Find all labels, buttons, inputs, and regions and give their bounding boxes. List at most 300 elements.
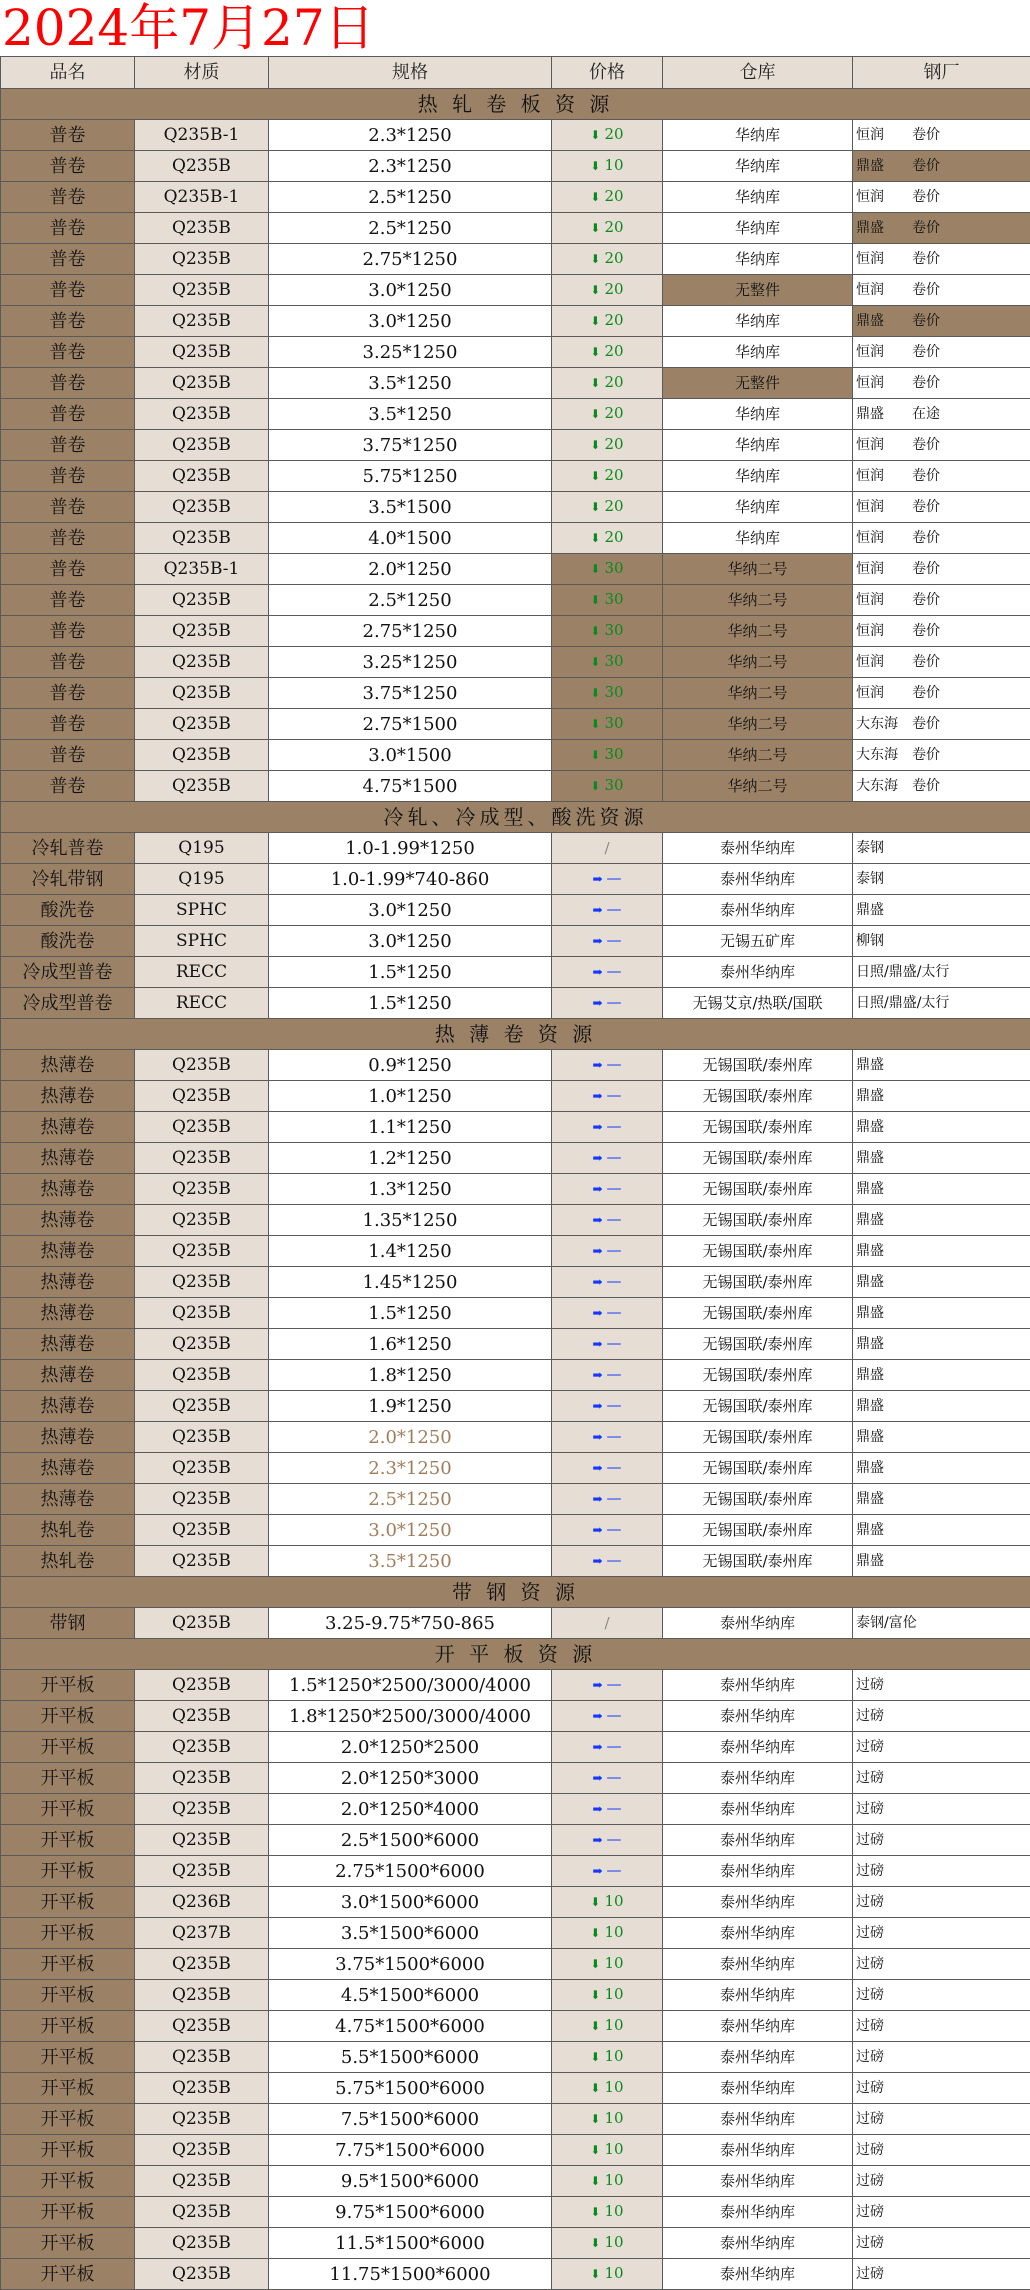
- price-cell: [552, 1732, 663, 1763]
- warehouse-cell: 无锡国联/泰州库: [663, 1081, 853, 1112]
- price-cell: [552, 120, 663, 151]
- warehouse-cell: 无锡国联/泰州库: [663, 1546, 853, 1577]
- arrow-down-icon: ⬇: [590, 469, 601, 483]
- material-cell: SPHC: [135, 926, 269, 957]
- spec-cell: 3.5*1250: [269, 399, 552, 430]
- warehouse-cell: 泰州华纳库: [663, 2259, 853, 2290]
- warehouse-cell: 华纳二号: [663, 585, 853, 616]
- arrow-right-icon: ➡: [592, 1430, 603, 1444]
- warehouse-cell: 泰州华纳库: [663, 1980, 853, 2011]
- price-value: 30: [604, 776, 624, 794]
- price-value: —: [606, 1861, 622, 1879]
- arrow-down-icon: ⬇: [590, 2112, 601, 2126]
- price-value: 10: [604, 1892, 624, 1910]
- product-name-cell: 普卷: [1, 585, 135, 616]
- product-name-cell: 冷轧普卷: [1, 833, 135, 864]
- table-row: [1, 1670, 1030, 1701]
- arrow-down-icon: ⬇: [590, 159, 601, 173]
- arrow-down-icon: ⬇: [590, 252, 601, 266]
- spec-cell: 4.75*1500: [269, 771, 552, 802]
- spec-cell: 2.0*1250*4000: [269, 1794, 552, 1825]
- price-cell: [552, 833, 663, 864]
- product-name-cell: 开平板: [1, 2197, 135, 2228]
- warehouse-cell: 泰州华纳库: [663, 1825, 853, 1856]
- table-row: [1, 833, 1030, 864]
- product-name-cell: 冷轧带钢: [1, 864, 135, 895]
- table-row: [1, 1112, 1030, 1143]
- table-row: [1, 709, 1030, 740]
- price-value: —: [606, 1458, 622, 1476]
- table-row: [1, 771, 1030, 802]
- table-row: [1, 2104, 1030, 2135]
- section-header-row: [1, 1019, 1030, 1050]
- mill-cell: 恒润 卷价: [853, 182, 1030, 213]
- product-name-cell: 热轧卷: [1, 1546, 135, 1577]
- spec-cell: 3.25*1250: [269, 647, 552, 678]
- header-cell-warehouse: 仓库: [663, 57, 853, 89]
- warehouse-cell: 华纳二号: [663, 678, 853, 709]
- spec-cell: 5.5*1500*6000: [269, 2042, 552, 2073]
- warehouse-cell: 无整件: [663, 275, 853, 306]
- price-value: —: [606, 1799, 622, 1817]
- price-value: —: [606, 1551, 622, 1569]
- header-cell-mill: 钢厂: [853, 57, 1030, 89]
- table-row: [1, 306, 1030, 337]
- price-value: 30: [604, 621, 624, 639]
- section-title: 热 薄 卷 资 源: [1, 1019, 1030, 1050]
- warehouse-cell: 无锡国联/泰州库: [663, 1391, 853, 1422]
- price-value: —: [606, 1179, 622, 1197]
- product-name-cell: 普卷: [1, 182, 135, 213]
- material-cell: Q235B-1: [135, 554, 269, 585]
- mill-cell: 恒润 卷价: [853, 275, 1030, 306]
- warehouse-cell: 泰州华纳库: [663, 864, 853, 895]
- product-name-cell: 热薄卷: [1, 1422, 135, 1453]
- warehouse-cell: 泰州华纳库: [663, 2135, 853, 2166]
- arrow-down-icon: ⬇: [590, 283, 601, 297]
- material-cell: Q235B: [135, 1112, 269, 1143]
- header-cell-spec: 规格: [269, 57, 552, 89]
- table-row: [1, 1329, 1030, 1360]
- material-cell: Q235B: [135, 1515, 269, 1546]
- table-row: [1, 1422, 1030, 1453]
- spec-cell: 4.75*1500*6000: [269, 2011, 552, 2042]
- material-cell: Q235B: [135, 2228, 269, 2259]
- spec-cell: 2.75*1500*6000: [269, 1856, 552, 1887]
- price-value: —: [606, 1520, 622, 1538]
- price-cell: [552, 1174, 663, 1205]
- arrow-right-icon: ➡: [592, 1678, 603, 1692]
- product-name-cell: 酸洗卷: [1, 926, 135, 957]
- price-value: 20: [604, 218, 624, 236]
- product-name-cell: 普卷: [1, 554, 135, 585]
- arrow-down-icon: ⬇: [590, 407, 601, 421]
- mill-cell: 过磅: [853, 2259, 1030, 2290]
- price-value: 10: [604, 2171, 624, 2189]
- section-header-row: [1, 1577, 1030, 1608]
- product-name-cell: 普卷: [1, 151, 135, 182]
- mill-cell: 过磅: [853, 1887, 1030, 1918]
- price-cell: [552, 1236, 663, 1267]
- warehouse-cell: 无锡国联/泰州库: [663, 1050, 853, 1081]
- spec-cell: 2.75*1500: [269, 709, 552, 740]
- price-cell: [552, 2228, 663, 2259]
- table-row: [1, 1701, 1030, 1732]
- product-name-cell: 开平板: [1, 1701, 135, 1732]
- warehouse-cell: 泰州华纳库: [663, 2011, 853, 2042]
- mill-cell: 鼎盛: [853, 1515, 1030, 1546]
- arrow-down-icon: ⬇: [590, 2050, 601, 2064]
- price-cell: [552, 1143, 663, 1174]
- arrow-right-icon: ➡: [592, 996, 603, 1010]
- price-value: 10: [604, 2078, 624, 2096]
- material-cell: Q235B: [135, 585, 269, 616]
- mill-cell: 恒润 卷价: [853, 616, 1030, 647]
- price-cell: [552, 740, 663, 771]
- warehouse-cell: 华纳库: [663, 244, 853, 275]
- table-row: [1, 182, 1030, 213]
- material-cell: Q235B: [135, 430, 269, 461]
- material-cell: Q235B: [135, 151, 269, 182]
- table-row: [1, 2228, 1030, 2259]
- material-cell: Q235B: [135, 2011, 269, 2042]
- warehouse-cell: 泰州华纳库: [663, 1949, 853, 1980]
- price-cell: [552, 1515, 663, 1546]
- arrow-right-icon: ➡: [592, 1771, 603, 1785]
- price-cell: [552, 1918, 663, 1949]
- table-row: [1, 2011, 1030, 2042]
- price-cell: [552, 461, 663, 492]
- arrow-right-icon: ➡: [592, 1802, 603, 1816]
- material-cell: Q235B: [135, 1205, 269, 1236]
- arrow-right-icon: ➡: [592, 1554, 603, 1568]
- price-cell: [552, 523, 663, 554]
- arrow-right-icon: ➡: [592, 1058, 603, 1072]
- price-cell: [552, 1329, 663, 1360]
- warehouse-cell: 泰州华纳库: [663, 1608, 853, 1639]
- price-cell: [552, 2197, 663, 2228]
- material-cell: Q235B: [135, 337, 269, 368]
- spec-cell: 7.75*1500*6000: [269, 2135, 552, 2166]
- warehouse-cell: 泰州华纳库: [663, 1732, 853, 1763]
- table-row: [1, 678, 1030, 709]
- mill-cell: 过磅: [853, 2073, 1030, 2104]
- arrow-down-icon: ⬇: [590, 593, 601, 607]
- spec-cell: 2.5*1250: [269, 1484, 552, 1515]
- arrow-down-icon: ⬇: [590, 2143, 601, 2157]
- price-cell: [552, 492, 663, 523]
- arrow-right-icon: ➡: [592, 872, 603, 886]
- product-name-cell: 热薄卷: [1, 1112, 135, 1143]
- product-name-cell: 普卷: [1, 120, 135, 151]
- price-cell: [552, 895, 663, 926]
- price-value: —: [606, 1396, 622, 1414]
- price-cell: [552, 1980, 663, 2011]
- product-name-cell: 冷成型普卷: [1, 957, 135, 988]
- mill-cell: 恒润 卷价: [853, 244, 1030, 275]
- price-value: 20: [604, 187, 624, 205]
- warehouse-cell: 泰州华纳库: [663, 2073, 853, 2104]
- material-cell: Q235B: [135, 1174, 269, 1205]
- spec-cell: 3.0*1250: [269, 1515, 552, 1546]
- warehouse-cell: 华纳库: [663, 120, 853, 151]
- material-cell: Q235B: [135, 709, 269, 740]
- spec-cell: 2.5*1250: [269, 182, 552, 213]
- table-row: [1, 1205, 1030, 1236]
- price-cell: [552, 1081, 663, 1112]
- mill-cell: 鼎盛: [853, 1298, 1030, 1329]
- arrow-right-icon: ➡: [592, 1461, 603, 1475]
- price-cell: [552, 1360, 663, 1391]
- mill-cell: 恒润 卷价: [853, 368, 1030, 399]
- table-row: [1, 740, 1030, 771]
- product-name-cell: 开平板: [1, 1670, 135, 1701]
- warehouse-cell: 泰州华纳库: [663, 1794, 853, 1825]
- price-value: —: [606, 1706, 622, 1724]
- arrow-down-icon: ⬇: [590, 2236, 601, 2250]
- table-row: [1, 523, 1030, 554]
- arrow-down-icon: ⬇: [590, 717, 601, 731]
- price-table: [0, 56, 1030, 2290]
- material-cell: Q235B: [135, 678, 269, 709]
- price-cell: [552, 988, 663, 1019]
- table-row: [1, 2042, 1030, 2073]
- material-cell: Q235B: [135, 1825, 269, 1856]
- price-value: 30: [604, 590, 624, 608]
- mill-cell: 过磅: [853, 2228, 1030, 2259]
- table-row: [1, 430, 1030, 461]
- table-row: [1, 1825, 1030, 1856]
- price-value: 20: [604, 435, 624, 453]
- header-cell-name: 品名: [1, 57, 135, 89]
- warehouse-cell: 华纳库: [663, 523, 853, 554]
- price-cell: [552, 1763, 663, 1794]
- material-cell: Q235B: [135, 1794, 269, 1825]
- spec-cell: 1.8*1250: [269, 1360, 552, 1391]
- table-row: [1, 1298, 1030, 1329]
- price-cell: [552, 2011, 663, 2042]
- spec-cell: 0.9*1250: [269, 1050, 552, 1081]
- spec-cell: 3.0*1250: [269, 306, 552, 337]
- product-name-cell: 开平板: [1, 2042, 135, 2073]
- table-row: [1, 2259, 1030, 2290]
- spec-cell: 2.75*1250: [269, 616, 552, 647]
- mill-cell: 恒润 卷价: [853, 585, 1030, 616]
- table-row: [1, 1608, 1030, 1639]
- mill-cell: 鼎盛: [853, 1205, 1030, 1236]
- price-cell: [552, 864, 663, 895]
- warehouse-cell: 泰州华纳库: [663, 2166, 853, 2197]
- warehouse-cell: 华纳库: [663, 461, 853, 492]
- header-row: [1, 57, 1030, 89]
- table-row: [1, 2197, 1030, 2228]
- arrow-down-icon: ⬇: [590, 314, 601, 328]
- warehouse-cell: 华纳库: [663, 306, 853, 337]
- arrow-right-icon: ➡: [592, 1399, 603, 1413]
- price-value: 10: [604, 2109, 624, 2127]
- table-row: [1, 585, 1030, 616]
- product-name-cell: 普卷: [1, 430, 135, 461]
- product-name-cell: 普卷: [1, 647, 135, 678]
- price-value: 20: [604, 528, 624, 546]
- arrow-down-icon: ⬇: [590, 2267, 601, 2281]
- mill-cell: 过磅: [853, 2011, 1030, 2042]
- material-cell: Q235B: [135, 1050, 269, 1081]
- material-cell: Q235B: [135, 2166, 269, 2197]
- mill-cell: 鼎盛: [853, 1267, 1030, 1298]
- spec-cell: 9.5*1500*6000: [269, 2166, 552, 2197]
- warehouse-cell: 无锡国联/泰州库: [663, 1515, 853, 1546]
- spec-cell: 2.5*1250: [269, 213, 552, 244]
- material-cell: Q235B: [135, 213, 269, 244]
- product-name-cell: 普卷: [1, 771, 135, 802]
- product-name-cell: 开平板: [1, 1794, 135, 1825]
- product-name-cell: 开平板: [1, 1825, 135, 1856]
- table-row: [1, 1143, 1030, 1174]
- price-value: 20: [604, 466, 624, 484]
- spec-cell: 2.0*1250*3000: [269, 1763, 552, 1794]
- price-cell: [552, 337, 663, 368]
- mill-cell: 大东海 卷价: [853, 740, 1030, 771]
- price-cell: [552, 1112, 663, 1143]
- warehouse-cell: 无锡国联/泰州库: [663, 1236, 853, 1267]
- table-row: [1, 337, 1030, 368]
- table-row: [1, 399, 1030, 430]
- warehouse-cell: 华纳库: [663, 213, 853, 244]
- product-name-cell: 开平板: [1, 2135, 135, 2166]
- price-cell: [552, 2259, 663, 2290]
- material-cell: SPHC: [135, 895, 269, 926]
- table-row: [1, 1515, 1030, 1546]
- spec-cell: 3.5*1250: [269, 1546, 552, 1577]
- product-name-cell: 普卷: [1, 740, 135, 771]
- price-cell: [552, 213, 663, 244]
- mill-cell: 鼎盛: [853, 1360, 1030, 1391]
- arrow-right-icon: ➡: [592, 1213, 603, 1227]
- price-cell: [552, 1670, 663, 1701]
- price-cell: [552, 1608, 663, 1639]
- price-cell: [552, 1701, 663, 1732]
- section-header-row: [1, 89, 1030, 120]
- arrow-down-icon: ⬇: [590, 2081, 601, 2095]
- product-name-cell: 热薄卷: [1, 1329, 135, 1360]
- table-row: [1, 1949, 1030, 1980]
- price-cell: [552, 244, 663, 275]
- price-value: —: [606, 1675, 622, 1693]
- spec-cell: 3.75*1250: [269, 678, 552, 709]
- warehouse-cell: 泰州华纳库: [663, 2104, 853, 2135]
- warehouse-cell: 泰州华纳库: [663, 2197, 853, 2228]
- mill-cell: 鼎盛: [853, 1453, 1030, 1484]
- spec-cell: 2.75*1250: [269, 244, 552, 275]
- spec-cell: 1.5*1250*2500/3000/4000: [269, 1670, 552, 1701]
- material-cell: Q235B: [135, 771, 269, 802]
- product-name-cell: 普卷: [1, 492, 135, 523]
- spec-cell: 1.4*1250: [269, 1236, 552, 1267]
- spec-cell: 11.75*1500*6000: [269, 2259, 552, 2290]
- arrow-down-icon: ⬇: [590, 1957, 601, 1971]
- product-name-cell: 普卷: [1, 244, 135, 275]
- mill-cell: 鼎盛: [853, 895, 1030, 926]
- product-name-cell: 热薄卷: [1, 1143, 135, 1174]
- warehouse-cell: 无锡国联/泰州库: [663, 1205, 853, 1236]
- table-row: [1, 1980, 1030, 2011]
- spec-cell: 5.75*1250: [269, 461, 552, 492]
- spec-cell: 1.5*1250: [269, 988, 552, 1019]
- table-row: [1, 647, 1030, 678]
- price-cell: [552, 678, 663, 709]
- mill-cell: 过磅: [853, 2166, 1030, 2197]
- spec-cell: 1.9*1250: [269, 1391, 552, 1422]
- spec-cell: 7.5*1500*6000: [269, 2104, 552, 2135]
- table-row: [1, 1081, 1030, 1112]
- warehouse-cell: 无整件: [663, 368, 853, 399]
- price-cell: [552, 1422, 663, 1453]
- product-name-cell: 开平板: [1, 1949, 135, 1980]
- mill-cell: 日照/鼎盛/太行: [853, 957, 1030, 988]
- material-cell: Q235B: [135, 1422, 269, 1453]
- warehouse-cell: 无锡国联/泰州库: [663, 1484, 853, 1515]
- arrow-down-icon: ⬇: [590, 624, 601, 638]
- price-cell: [552, 1205, 663, 1236]
- material-cell: Q235B: [135, 1453, 269, 1484]
- arrow-right-icon: ➡: [592, 1337, 603, 1351]
- mill-cell: 恒润 卷价: [853, 120, 1030, 151]
- product-name-cell: 热薄卷: [1, 1298, 135, 1329]
- price-value: 20: [604, 280, 624, 298]
- section-title: 热 轧 卷 板 资 源: [1, 89, 1030, 120]
- material-cell: Q235B: [135, 1701, 269, 1732]
- spec-cell: 3.5*1250: [269, 368, 552, 399]
- mill-cell: 鼎盛: [853, 1422, 1030, 1453]
- spec-cell: 2.0*1250*2500: [269, 1732, 552, 1763]
- mill-cell: 过磅: [853, 1980, 1030, 2011]
- price-cell: [552, 585, 663, 616]
- price-cell: [552, 2073, 663, 2104]
- table-row: [1, 213, 1030, 244]
- table-row: [1, 1236, 1030, 1267]
- mill-cell: 恒润 卷价: [853, 647, 1030, 678]
- material-cell: Q235B-1: [135, 182, 269, 213]
- mill-cell: 过磅: [853, 1856, 1030, 1887]
- table-row: [1, 151, 1030, 182]
- arrow-right-icon: ➡: [592, 1089, 603, 1103]
- product-name-cell: 带钢: [1, 1608, 135, 1639]
- spec-cell: 11.5*1500*6000: [269, 2228, 552, 2259]
- price-cell: [552, 2166, 663, 2197]
- material-cell: Q235B: [135, 616, 269, 647]
- table-row: [1, 988, 1030, 1019]
- material-cell: Q235B: [135, 2259, 269, 2290]
- material-cell: Q235B: [135, 2104, 269, 2135]
- mill-cell: 柳钢: [853, 926, 1030, 957]
- mill-cell: 过磅: [853, 1825, 1030, 1856]
- spec-cell: 4.0*1500: [269, 523, 552, 554]
- mill-cell: 恒润 卷价: [853, 430, 1030, 461]
- warehouse-cell: 华纳二号: [663, 771, 853, 802]
- table-row: [1, 1267, 1030, 1298]
- material-cell: Q235B: [135, 399, 269, 430]
- mill-cell: 鼎盛: [853, 1050, 1030, 1081]
- spec-cell: 3.5*1500: [269, 492, 552, 523]
- header-cell-material: 材质: [135, 57, 269, 89]
- warehouse-cell: 泰州华纳库: [663, 1670, 853, 1701]
- price-cell: [552, 771, 663, 802]
- product-name-cell: 普卷: [1, 337, 135, 368]
- product-name-cell: 热薄卷: [1, 1205, 135, 1236]
- product-name-cell: 开平板: [1, 2259, 135, 2290]
- product-name-cell: 热薄卷: [1, 1391, 135, 1422]
